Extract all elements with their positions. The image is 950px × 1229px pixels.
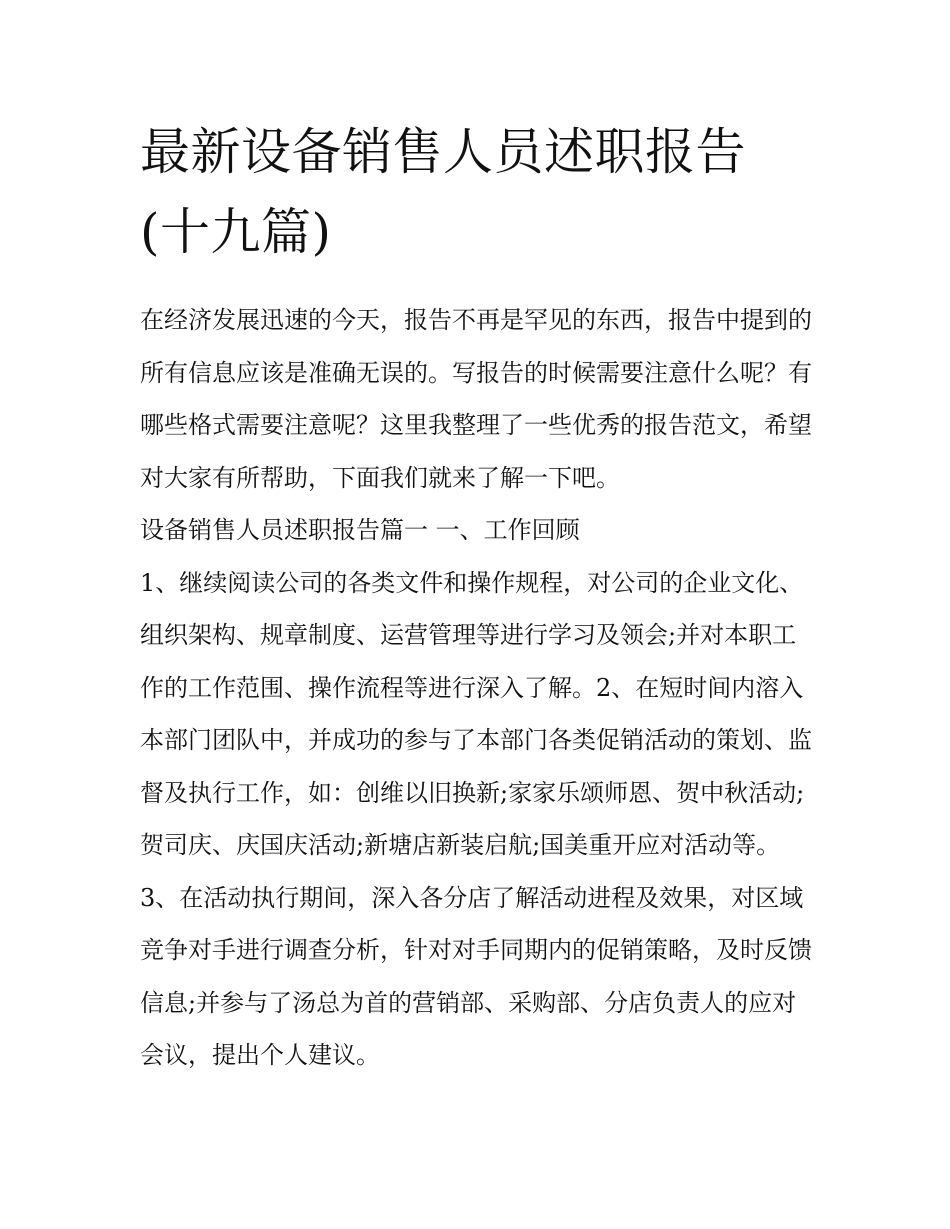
body-paragraph: 3、在活动执行期间，深入各分店了解活动进程及效果，对区域竞争对手进行调查分析，针对对手同期内的促销策略，及时反馈信息;并参与了汤总为首的营销部、采购部、分店负责人的应对会议，提出个人建议。 — [140, 883, 812, 1069]
section-heading: 设备销售人员述职报告篇一 一、工作回顾 — [140, 516, 580, 544]
body-paragraph: 1、继续阅读公司的各类文件和操作规程，对公司的企业文化、组织架构、规章制度、运营管理等进行学习及领会;并对本职工作的工作范围、操作流程等进行深入了解。2、在短时间内溶入本部门团队中，并成功的参与了本部门各类促销活动的策划、监督及执行工作，如：创维以旧换新;家家乐颂师恩、贺中秋活动;贺司庆、庆国庆活动;新塘店新装启航;国美重开应对活动等。 — [140, 568, 812, 859]
document-title: 最新设备销售人员述职报告(十九篇) — [140, 123, 746, 261]
intro-paragraph: 在经济发展迅速的今天，报告不再是罕见的东西，报告中提到的所有信息应该是准确无误的。写报告的时候需要注意什么呢？有哪些格式需要注意呢？这里我整理了一些优秀的报告范文，希望对大家有所帮助，下面我们就来了解一下吧。 — [140, 306, 812, 492]
document-body — [140, 112, 815, 1082]
